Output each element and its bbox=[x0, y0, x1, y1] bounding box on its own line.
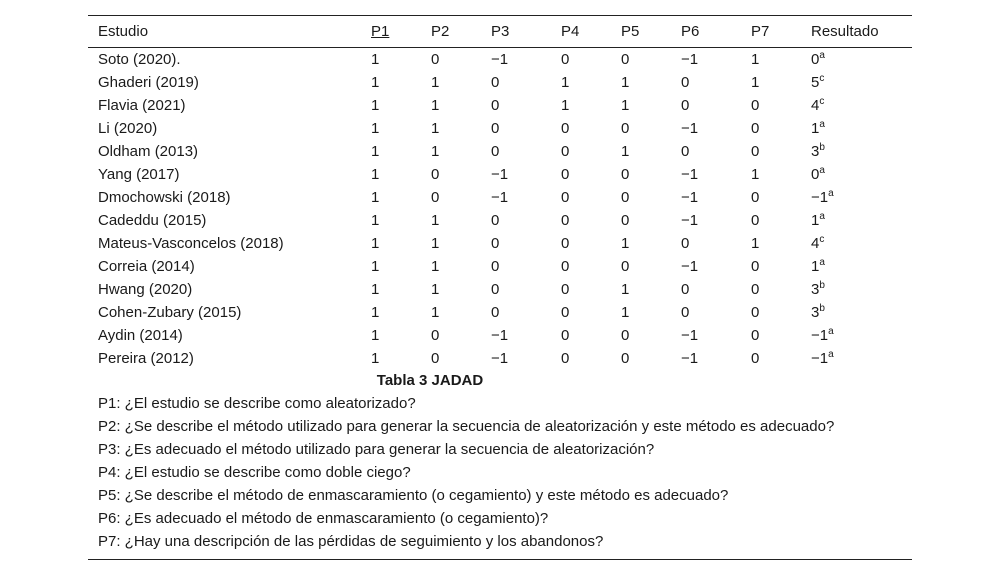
cell-p1: 1 bbox=[371, 143, 380, 160]
cell-resultado bbox=[811, 71, 912, 94]
resultado-value: 3 bbox=[811, 143, 820, 160]
resultado-value: −1 bbox=[811, 189, 829, 206]
cell-p6: −1 bbox=[681, 258, 699, 275]
cell-p1: 1 bbox=[371, 235, 380, 252]
cell-p4: 0 bbox=[561, 350, 570, 367]
cell-p2: 1 bbox=[431, 120, 440, 137]
cell-p2: 0 bbox=[431, 327, 440, 344]
cell-p7: 0 bbox=[751, 212, 760, 229]
resultado-footnote-mark: a bbox=[828, 349, 834, 360]
cell-p7: 0 bbox=[751, 97, 760, 114]
cell-p3: −1 bbox=[491, 189, 509, 206]
cell-estudio: Pereira (2012) bbox=[98, 350, 194, 367]
cell-estudio: Cadeddu (2015) bbox=[98, 212, 207, 229]
cell-p3: 0 bbox=[491, 74, 500, 91]
table-row bbox=[88, 163, 912, 186]
cell-resultado bbox=[811, 140, 912, 163]
cell-p2: 1 bbox=[431, 143, 440, 160]
cell-estudio: Dmochowski (2018) bbox=[98, 189, 231, 206]
resultado-value: −1 bbox=[811, 350, 829, 367]
cell-p6: −1 bbox=[681, 51, 699, 68]
resultado-footnote-mark: c bbox=[819, 73, 825, 84]
cell-p5: 1 bbox=[621, 74, 630, 91]
cell-estudio: Aydin (2014) bbox=[98, 327, 183, 344]
cell-p1: 1 bbox=[371, 166, 380, 183]
cell-p5: 1 bbox=[621, 143, 630, 160]
cell-p2: 1 bbox=[431, 304, 440, 321]
resultado-value: 1 bbox=[811, 120, 820, 137]
cell-p2: 1 bbox=[431, 97, 440, 114]
cell-p6: −1 bbox=[681, 166, 699, 183]
cell-p5: 1 bbox=[621, 281, 630, 298]
cell-p1: 1 bbox=[371, 304, 380, 321]
cell-p6: −1 bbox=[681, 212, 699, 229]
cell-p3: 0 bbox=[491, 281, 500, 298]
cell-p4: 1 bbox=[561, 97, 570, 114]
cell-resultado bbox=[811, 347, 912, 370]
cell-p6: 0 bbox=[681, 143, 690, 160]
cell-p2: 0 bbox=[431, 189, 440, 206]
note-p7: P7: ¿Hay una descripción de las pérdidas de seguimiento y los abandonos? bbox=[98, 533, 604, 550]
cell-p5: 0 bbox=[621, 120, 630, 137]
cell-p2: 1 bbox=[431, 74, 440, 91]
resultado-value: 0 bbox=[811, 51, 820, 68]
cell-p2: 1 bbox=[431, 212, 440, 229]
cell-p2: 1 bbox=[431, 281, 440, 298]
cell-estudio: Flavia (2021) bbox=[98, 97, 186, 114]
header-p3: P3 bbox=[491, 23, 510, 40]
cell-p7: 0 bbox=[751, 120, 760, 137]
cell-p7: 0 bbox=[751, 281, 760, 298]
note-p3: P3: ¿Es adecuado el método utilizado para generar la secuencia de aleatorización? bbox=[98, 441, 655, 458]
cell-resultado bbox=[811, 163, 912, 186]
cell-p3: −1 bbox=[491, 166, 509, 183]
cell-p3: 0 bbox=[491, 212, 500, 229]
header-p1: P1 bbox=[371, 23, 390, 40]
cell-p4: 0 bbox=[561, 166, 570, 183]
cell-p7: 0 bbox=[751, 350, 760, 367]
cell-p6: −1 bbox=[681, 327, 699, 344]
cell-p7: 0 bbox=[751, 189, 760, 206]
resultado-footnote-mark: a bbox=[819, 165, 825, 176]
header-p4: P4 bbox=[561, 23, 580, 40]
cell-p2: 1 bbox=[431, 235, 440, 252]
resultado-footnote-mark: b bbox=[819, 280, 825, 291]
table-row bbox=[88, 48, 912, 71]
resultado-value: 1 bbox=[811, 258, 820, 275]
resultado-value: 3 bbox=[811, 281, 820, 298]
cell-p7: 0 bbox=[751, 258, 760, 275]
cell-p1: 1 bbox=[371, 120, 380, 137]
cell-p3: 0 bbox=[491, 304, 500, 321]
jadad-table-container bbox=[88, 15, 912, 560]
header-p5: P5 bbox=[621, 23, 640, 40]
cell-resultado bbox=[811, 324, 912, 347]
header-estudio: Estudio bbox=[98, 23, 149, 40]
cell-p6: 0 bbox=[681, 97, 690, 114]
cell-p6: −1 bbox=[681, 350, 699, 367]
cell-p5: 0 bbox=[621, 166, 630, 183]
cell-p1: 1 bbox=[371, 212, 380, 229]
cell-p4: 0 bbox=[561, 281, 570, 298]
cell-estudio: Soto (2020). bbox=[98, 51, 181, 68]
cell-p4: 0 bbox=[561, 143, 570, 160]
note-p6: P6: ¿Es adecuado el método de enmascaramiento (o cegamiento)? bbox=[98, 510, 549, 527]
cell-p6: 0 bbox=[681, 304, 690, 321]
cell-p5: 1 bbox=[621, 304, 630, 321]
table-row bbox=[88, 301, 912, 324]
table-row bbox=[88, 278, 912, 301]
resultado-footnote-mark: c bbox=[819, 234, 825, 245]
cell-p7: 0 bbox=[751, 327, 760, 344]
resultado-footnote-mark: a bbox=[828, 326, 834, 337]
cell-p7: 0 bbox=[751, 143, 760, 160]
cell-p3: 0 bbox=[491, 258, 500, 275]
resultado-footnote-mark: a bbox=[819, 211, 825, 222]
resultado-value: −1 bbox=[811, 327, 829, 344]
header-p7: P7 bbox=[751, 23, 770, 40]
cell-p7: 0 bbox=[751, 304, 760, 321]
cell-estudio: Hwang (2020) bbox=[98, 281, 193, 298]
header-row bbox=[88, 16, 912, 47]
table-body bbox=[88, 48, 912, 370]
cell-p3: −1 bbox=[491, 327, 509, 344]
table-row bbox=[88, 140, 912, 163]
table-row bbox=[88, 209, 912, 232]
cell-resultado bbox=[811, 232, 912, 255]
cell-p3: −1 bbox=[491, 350, 509, 367]
resultado-footnote-mark: b bbox=[819, 142, 825, 153]
cell-p5: 0 bbox=[621, 51, 630, 68]
cell-p6: 0 bbox=[681, 235, 690, 252]
cell-estudio: Yang (2017) bbox=[98, 166, 180, 183]
cell-p3: 0 bbox=[491, 235, 500, 252]
cell-p7: 1 bbox=[751, 74, 760, 91]
table-row bbox=[88, 186, 912, 209]
resultado-footnote-mark: a bbox=[819, 119, 825, 130]
cell-p5: 0 bbox=[621, 212, 630, 229]
cell-resultado bbox=[811, 48, 912, 71]
cell-resultado bbox=[811, 255, 912, 278]
cell-p2: 1 bbox=[431, 258, 440, 275]
cell-p6: 0 bbox=[681, 74, 690, 91]
cell-p5: 0 bbox=[621, 350, 630, 367]
cell-p1: 1 bbox=[371, 327, 380, 344]
cell-resultado bbox=[811, 117, 912, 140]
cell-p5: 0 bbox=[621, 258, 630, 275]
cell-p1: 1 bbox=[371, 281, 380, 298]
cell-p7: 1 bbox=[751, 166, 760, 183]
cell-estudio: Mateus-Vasconcelos (2018) bbox=[98, 235, 284, 252]
resultado-value: 4 bbox=[811, 97, 820, 114]
cell-resultado bbox=[811, 301, 912, 324]
cell-p5: 1 bbox=[621, 235, 630, 252]
table-bottom-rule bbox=[88, 559, 912, 560]
cell-p6: −1 bbox=[681, 189, 699, 206]
resultado-value: 3 bbox=[811, 304, 820, 321]
cell-p4: 0 bbox=[561, 51, 570, 68]
resultado-value: 0 bbox=[811, 166, 820, 183]
cell-estudio: Cohen-Zubary (2015) bbox=[98, 304, 242, 321]
cell-resultado bbox=[811, 278, 912, 301]
cell-p1: 1 bbox=[371, 51, 380, 68]
cell-p6: −1 bbox=[681, 120, 699, 137]
cell-p7: 1 bbox=[751, 235, 760, 252]
table-notes bbox=[88, 392, 912, 553]
header-p6: P6 bbox=[681, 23, 700, 40]
jadad-table bbox=[88, 16, 912, 370]
resultado-value: 1 bbox=[811, 212, 820, 229]
cell-p5: 1 bbox=[621, 97, 630, 114]
resultado-footnote-mark: b bbox=[819, 303, 825, 314]
table-row bbox=[88, 117, 912, 140]
resultado-footnote-mark: a bbox=[828, 188, 834, 199]
table-row bbox=[88, 232, 912, 255]
resultado-value: 5 bbox=[811, 74, 820, 91]
cell-p4: 0 bbox=[561, 235, 570, 252]
resultado-footnote-mark: c bbox=[819, 96, 825, 107]
resultado-footnote-mark: a bbox=[819, 257, 825, 268]
cell-p3: 0 bbox=[491, 120, 500, 137]
cell-estudio: Oldham (2013) bbox=[98, 143, 199, 160]
cell-p3: −1 bbox=[491, 51, 509, 68]
cell-p5: 0 bbox=[621, 189, 630, 206]
cell-p3: 0 bbox=[491, 143, 500, 160]
cell-p6: 0 bbox=[681, 281, 690, 298]
cell-p1: 1 bbox=[371, 74, 380, 91]
cell-p4: 0 bbox=[561, 304, 570, 321]
cell-estudio: Li (2020) bbox=[98, 120, 158, 137]
cell-p1: 1 bbox=[371, 258, 380, 275]
cell-p4: 0 bbox=[561, 212, 570, 229]
cell-p4: 0 bbox=[561, 327, 570, 344]
header-resultado: Resultado bbox=[811, 23, 879, 40]
cell-p1: 1 bbox=[371, 189, 380, 206]
cell-p7: 1 bbox=[751, 51, 760, 68]
note-p2: P2: ¿Se describe el método utilizado para generar la secuencia de aleatorización y este método es adecuado? bbox=[98, 418, 835, 435]
cell-p2: 0 bbox=[431, 350, 440, 367]
cell-p4: 0 bbox=[561, 189, 570, 206]
cell-estudio: Correia (2014) bbox=[98, 258, 195, 275]
cell-p1: 1 bbox=[371, 350, 380, 367]
cell-estudio: Ghaderi (2019) bbox=[98, 74, 199, 91]
table-caption: Tabla 3 JADAD bbox=[376, 372, 484, 389]
cell-resultado bbox=[811, 209, 912, 232]
cell-p4: 0 bbox=[561, 258, 570, 275]
cell-p3: 0 bbox=[491, 97, 500, 114]
cell-p4: 1 bbox=[561, 74, 570, 91]
table-row bbox=[88, 255, 912, 278]
table-row bbox=[88, 324, 912, 347]
cell-p2: 0 bbox=[431, 166, 440, 183]
resultado-footnote-mark: a bbox=[819, 50, 825, 61]
cell-p1: 1 bbox=[371, 97, 380, 114]
cell-p5: 0 bbox=[621, 327, 630, 344]
note-p5: P5: ¿Se describe el método de enmascaramiento (o cegamiento) y este método es adecuado? bbox=[98, 487, 729, 504]
table-row bbox=[88, 347, 912, 370]
cell-p2: 0 bbox=[431, 51, 440, 68]
note-p1: P1: ¿El estudio se describe como aleatorizado? bbox=[98, 395, 416, 412]
cell-resultado bbox=[811, 94, 912, 117]
table-row bbox=[88, 71, 912, 94]
header-p2: P2 bbox=[431, 23, 450, 40]
cell-resultado bbox=[811, 186, 912, 209]
table-row bbox=[88, 94, 912, 117]
cell-p4: 0 bbox=[561, 120, 570, 137]
resultado-value: 4 bbox=[811, 235, 820, 252]
note-p4: P4: ¿El estudio se describe como doble ciego? bbox=[98, 464, 411, 481]
